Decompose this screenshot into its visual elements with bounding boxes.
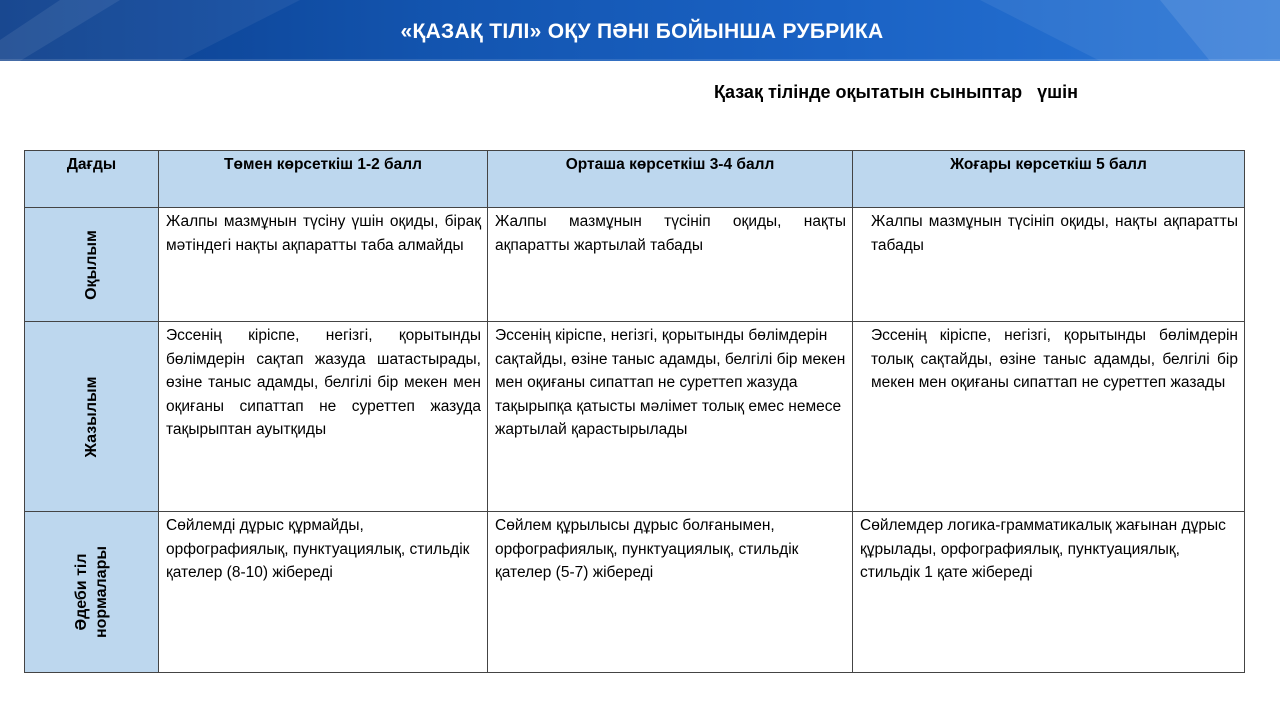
skill-cell-writing — [25, 322, 159, 512]
skill-label: Жазылым — [82, 375, 100, 458]
column-header-mid: Орташа көрсеткіш 3-4 балл — [488, 151, 853, 208]
skill-cell-literary-norms — [25, 512, 159, 673]
table-row-literary-norms — [25, 512, 1245, 673]
high-cell: Эссенің кіріспе, негізгі, қорытынды бөлімдерін толық сақтайды, өзіне таныс адамды, белгілі бір мекен мен оқиғаны сипаттап не суреттеп жазады — [853, 322, 1245, 512]
high-cell: Сөйлемдер логика-грамматикалық жағынан дұрыс құрылады, орфографиялық, пунктуациялық, стильдік 1 қате жібереді — [853, 512, 1245, 673]
mid-cell: Сөйлем құрылысы дұрыс болғанымен, орфографиялық, пунктуациялық, стильдік қателер (5-7) жібереді — [488, 512, 853, 673]
column-header-low: Төмен көрсеткіш 1-2 балл — [159, 151, 488, 208]
mid-cell: Жалпы мазмұнын түсініп оқиды, нақты ақпаратты жартылай табады — [488, 208, 853, 322]
low-cell: Жалпы мазмұнын түсіну үшін оқиды, бірақ мәтіндегі нақты ақпаратты таба алмайды — [159, 208, 488, 322]
table-header-row — [25, 151, 1245, 208]
high-cell: Жалпы мазмұнын түсініп оқиды, нақты ақпаратты табады — [853, 208, 1245, 322]
table-row-writing — [25, 322, 1245, 512]
skill-label: Оқылым — [82, 229, 100, 300]
skill-label-line-1: Әдеби тіл — [72, 553, 90, 631]
page-subtitle: Қазақ тілінде оқытатын сыныптар үшін — [714, 82, 1078, 102]
column-header-high: Жоғары көрсеткіш 5 балл — [853, 151, 1245, 208]
low-cell: Эссенің кіріспе, негізгі, қорытынды бөлімдерін сақтап жазуда шатастырады, өзіне таныс адамды, белгілі бір мекен мен оқиғаны сипаттап не суреттеп жазуда тақырыптан ауытқиды — [159, 322, 488, 512]
page-title: «ҚАЗАҚ ТІЛІ» ОҚУ ПӘНІ БОЙЫНША РУБРИКА — [400, 20, 884, 43]
skill-label-line-2: нормалары — [92, 545, 110, 639]
title-banner — [0, 0, 1280, 61]
column-header-skill: Дағды — [25, 151, 159, 208]
rubric-table — [24, 150, 1245, 673]
skill-cell-reading — [25, 208, 159, 322]
table-row-reading — [25, 208, 1245, 322]
mid-cell: Эссенің кіріспе, негізгі, қорытынды бөлімдерін сақтайды, өзіне таныс адамды, белгілі бір мекен мен оқиғаны сипаттап не суреттеп жазуда тақырыпқа қатысты мәлімет толық емес немесе жартылай қарастырылады — [488, 322, 853, 512]
low-cell: Сөйлемді дұрыс құрмайды, орфографиялық, пунктуациялық, стильдік қателер (8-10) жібереді — [159, 512, 488, 673]
